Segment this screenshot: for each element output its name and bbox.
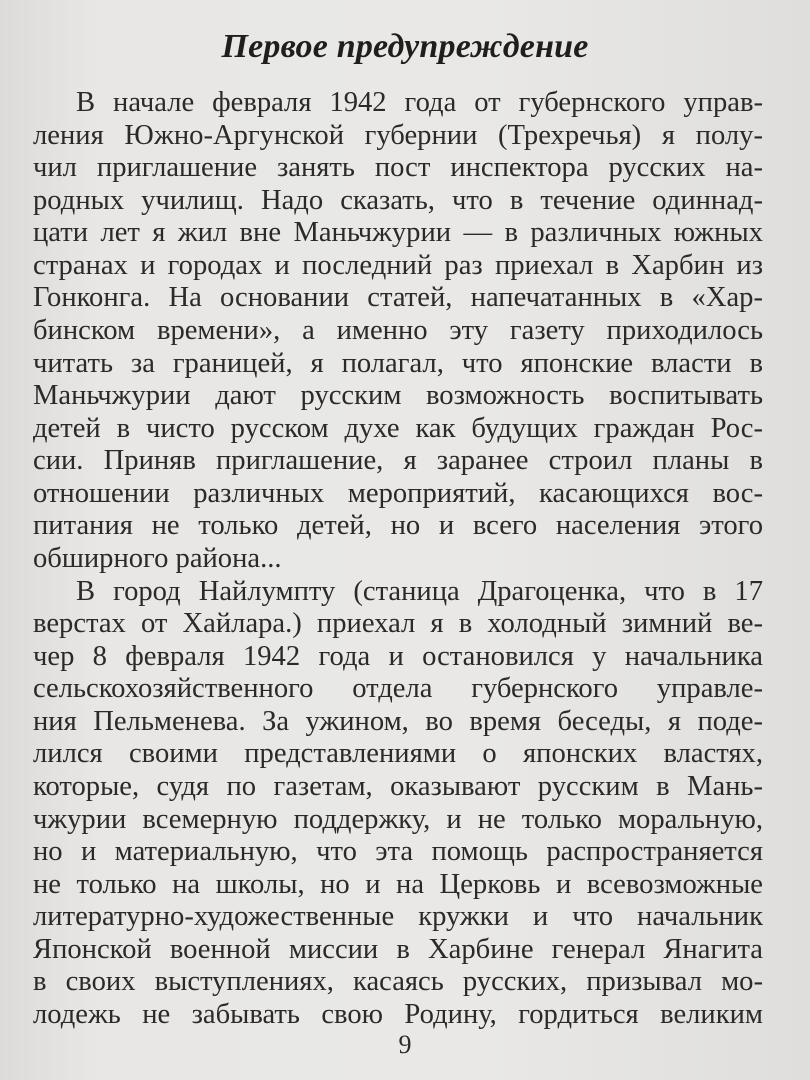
text-line: читать за границей, я полагал, что японские власти в bbox=[33, 347, 763, 379]
text-line: не только на школы, но и на Церковь и всевозможные bbox=[33, 868, 763, 900]
text-line: родных училищ. Надо сказать, что в течение одиннад- bbox=[33, 184, 763, 216]
text-line: В начале февраля 1942 года от губернского управ- bbox=[76, 87, 763, 118]
text-line: ния Пельменева. За ужином, во время беседы, я поде- bbox=[33, 705, 763, 737]
text-line: сельскохозяйственного отдела губернского управле- bbox=[33, 673, 763, 705]
text-line: Маньчжурии дают русским возможность воспитывать bbox=[33, 380, 763, 412]
text-line: обширного района... bbox=[33, 543, 282, 574]
text-line: детей в чисто русском духе как будущих граждан Рос- bbox=[33, 412, 763, 444]
text-line: лился своими представлениями о японских властях, bbox=[33, 738, 763, 770]
text-line: ления Южно-Аргунской губернии (Трехречья) я полу- bbox=[33, 119, 763, 151]
text-line: лодежь не забывать свою Родину, гордиться великим bbox=[33, 999, 763, 1030]
page-number: 9 bbox=[398, 1030, 412, 1059]
text-line: Японской военной миссии в Харбине генерал Янагита bbox=[33, 933, 763, 965]
text-line: но и материальную, что эта помощь распространяется bbox=[33, 836, 763, 868]
text-line: питания не только детей, но и всего населения этого bbox=[33, 510, 763, 542]
text-line: чил приглашение занять пост инспектора русских на- bbox=[33, 152, 763, 184]
text-line: в своих выступлениях, касаясь русских, призывал мо- bbox=[33, 966, 763, 998]
text-line: Гонконга. На основании статей, напечатанных в «Хар- bbox=[33, 282, 763, 314]
text-line: бинском времени», а именно эту газету приходилось bbox=[33, 315, 763, 346]
text-line: странах и городах и последний раз приехал в Харбин из bbox=[33, 249, 763, 281]
text-line: В город Найлумпту (станица Драгоценка, что в 17 bbox=[76, 575, 763, 607]
chapter-title: Первое предупреждение bbox=[221, 28, 589, 65]
text-line: отношении различных мероприятий, касающихся вос- bbox=[33, 477, 763, 509]
text-line: верстах от Хайлара.) приехал я в холодный зимний ве- bbox=[33, 608, 763, 640]
text-line: чжурии всемерную поддержку, и не только моральную, bbox=[33, 803, 763, 835]
text-line: чер 8 февраля 1942 года и остановился у начальника bbox=[33, 640, 763, 672]
text-line: цати лет я жил вне Маньчжурии — в различных южных bbox=[33, 217, 763, 249]
text-line: литературно-художественные кружки и что начальник bbox=[33, 901, 763, 933]
text-line: которые, судя по газетам, оказывают русским в Мань- bbox=[33, 771, 763, 802]
text-line: сии. Приняв приглашение, я заранее строил планы в bbox=[33, 445, 763, 477]
